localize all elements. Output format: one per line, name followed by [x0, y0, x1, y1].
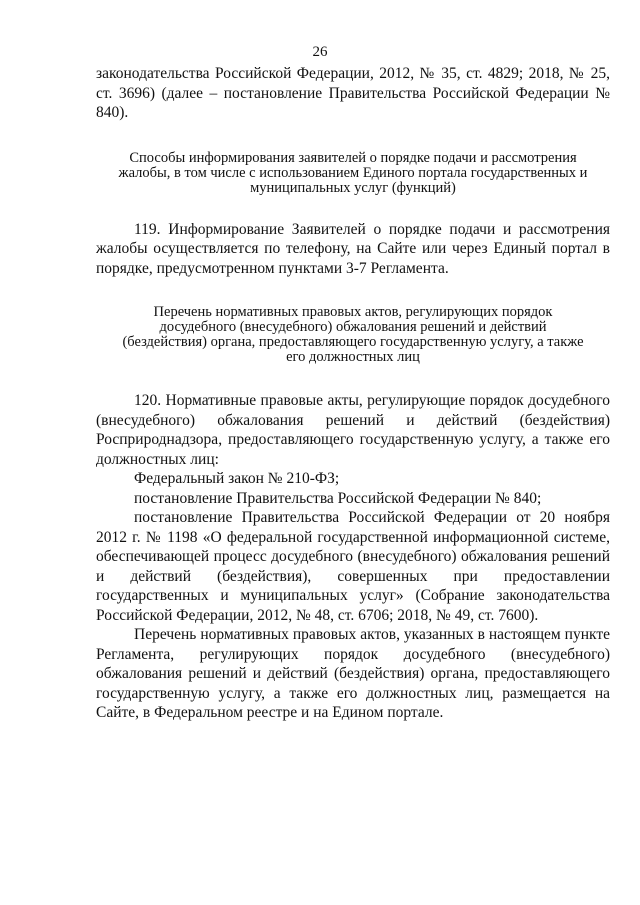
page-number: 26 [312, 44, 328, 60]
paragraph-119: 119. Информирование Заявителей о порядке подачи и рассмотрения жалобы осуществляется по телефону, на Сайте или через Единый портал в порядке, предусмотренном пунктами 3-7 Регламента. [96, 220, 610, 277]
list-item-resolution-840: постановление Правительства Российской Федерации № 840; [134, 489, 542, 507]
list-item-federal-law: Федеральный закон № 210-ФЗ; [134, 470, 340, 487]
intro-paragraph: законодательства Российской Федерации, 2012, № 35, ст. 4829; 2018, № 25, ст. 3696) (далее – постановление Правительства Российской Федерации № 840). [96, 65, 610, 121]
section-heading-informing: Способы информирования заявителей о порядке подачи и рассмотрения жалобы, в том числе с использованием Единого портала государственных и муниципальных услуг (функций) [118, 149, 588, 196]
closing-paragraph: Перечень нормативных правовых актов, указанных в настоящем пункте Регламента, регулирующих порядок досудебного (внесудебного) обжалования решений и действий (бездействия) органа, предоставляющего государственную услугу, а также его должностных лиц, размещается на Сайте, в Федеральном реестре и на Едином портале. [96, 626, 610, 721]
list-item-resolution-1198: постановление Правительства Российской Федерации от 20 ноября 2012 г. № 1198 «О федеральной государственной информационной системе, обеспечивающей процесс досудебного (внесудебного) обжалования решений и действий (бездействия), совершенных при предоставлении государственных и муниципальных услуг» (Собрание законодательства Российской Федерации, 2012, № 48, ст. 6706; 2018, № 49, ст. 7600). [96, 509, 610, 624]
document-body [96, 64, 610, 723]
section-heading-legal-acts: Перечень нормативных правовых актов, регулирующих порядок досудебного (внесудебного) обжалования решений и действий (бездействия) органа, предоставляющего государственную услугу, а также его должностных лиц [122, 304, 584, 365]
paragraph-120: 120. Нормативные правовые акты, регулирующие порядок досудебного (внесудебного) обжалования решений и действий (бездействия) Росприроднадзора, предоставляющего государственную услугу, а также его должностных лиц: [96, 392, 610, 468]
